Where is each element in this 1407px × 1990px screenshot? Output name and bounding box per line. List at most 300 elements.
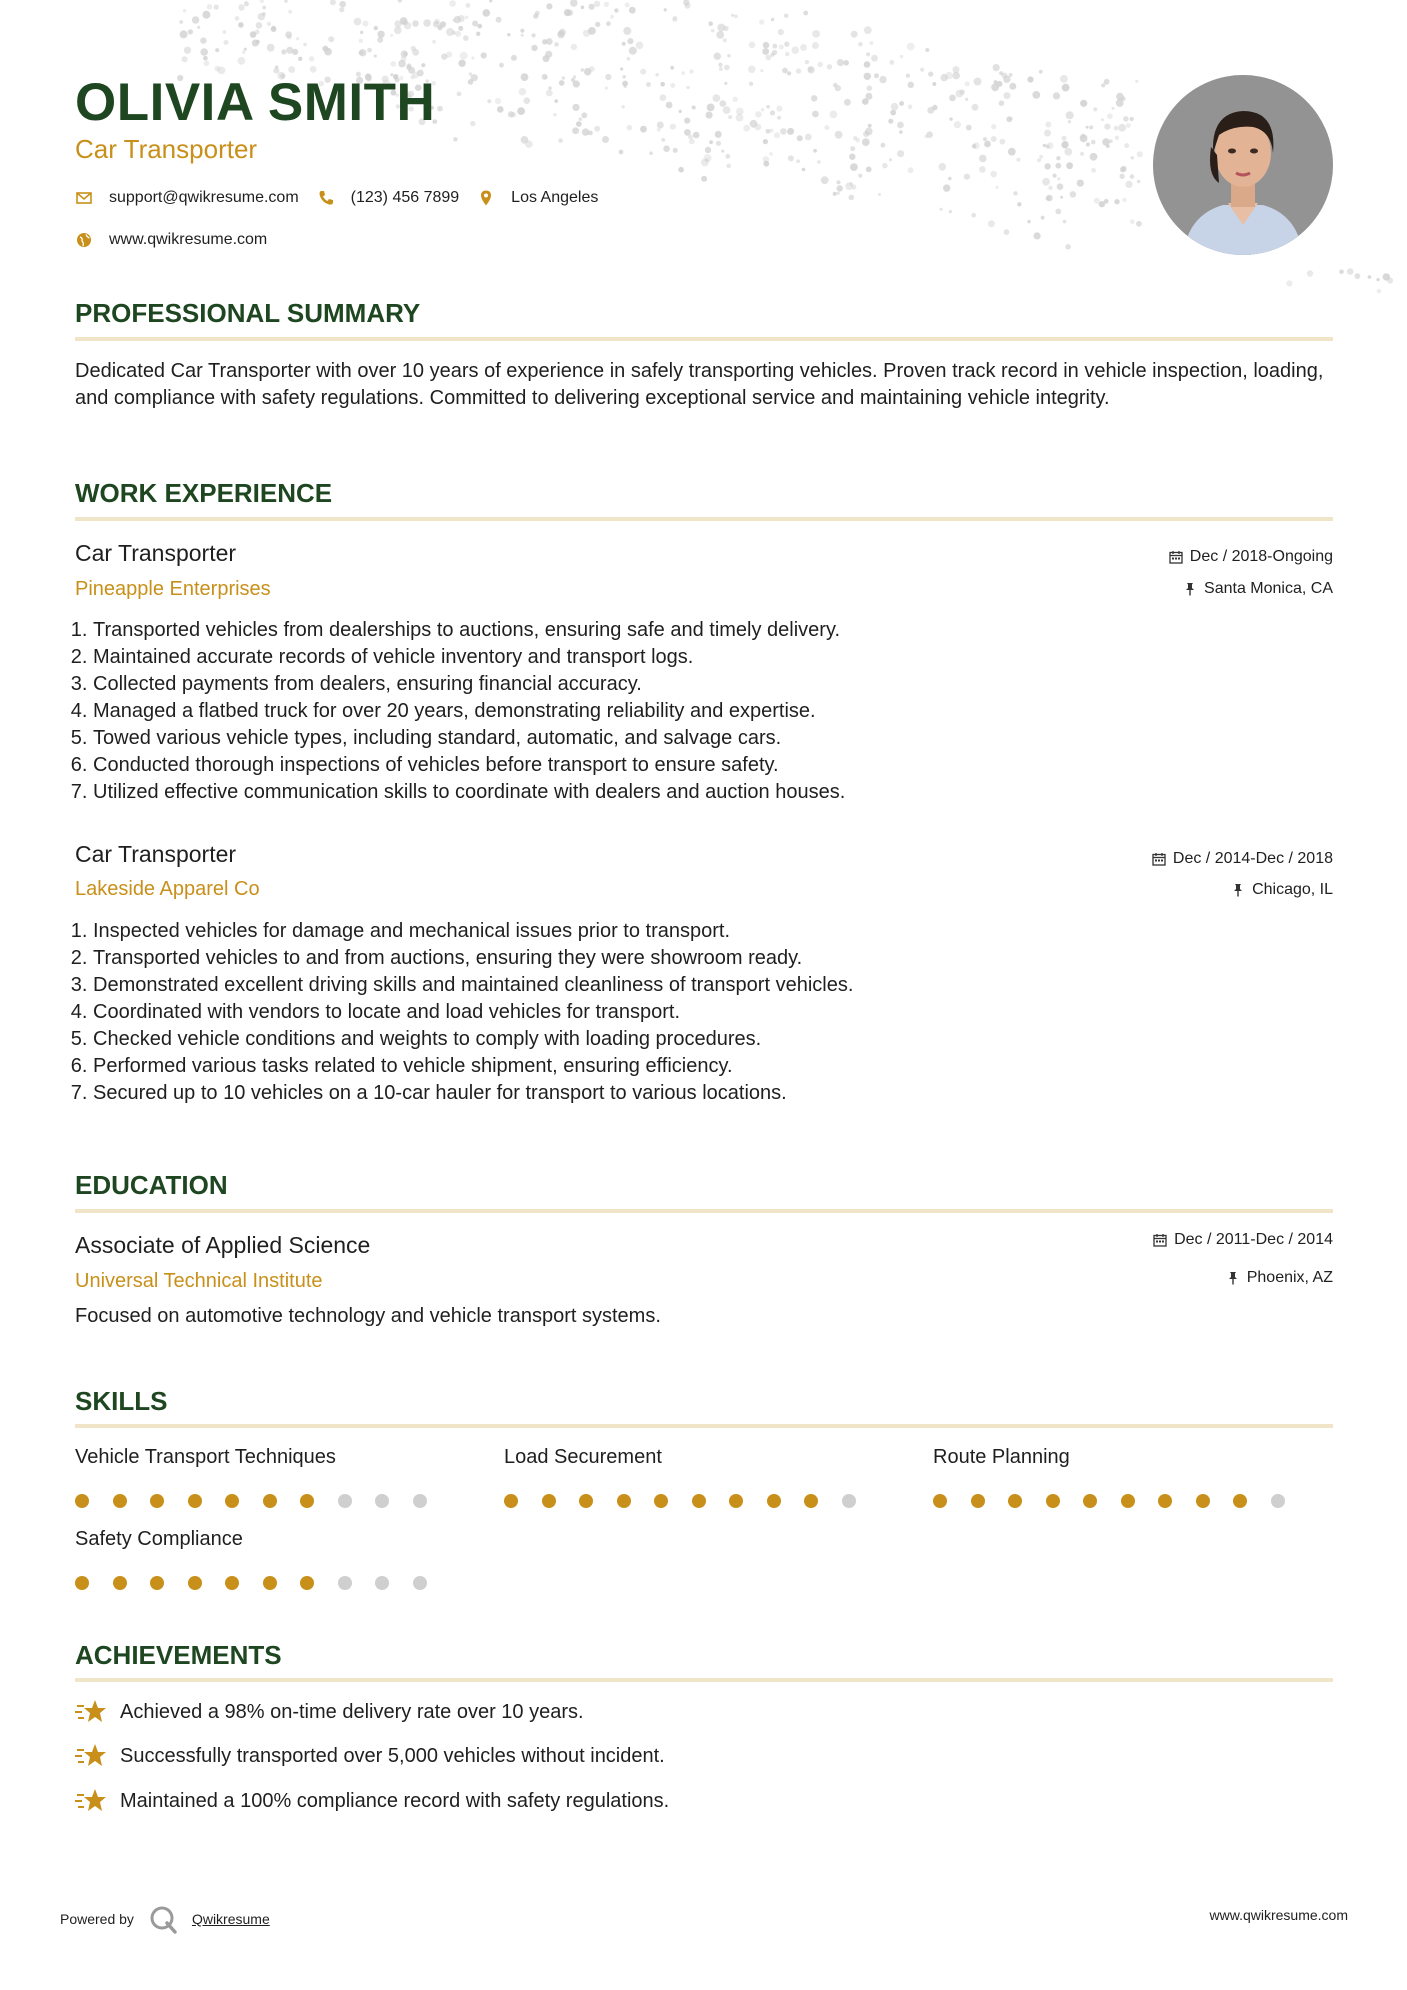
pattern-dot — [1114, 199, 1119, 204]
pattern-dot — [948, 177, 952, 181]
pattern-dot — [899, 130, 903, 134]
pattern-dot — [1013, 191, 1017, 195]
pattern-dot — [453, 137, 457, 141]
pattern-dot — [718, 63, 722, 67]
pattern-dot — [215, 66, 221, 72]
pattern-dot — [1107, 113, 1113, 119]
pattern-dot — [945, 72, 952, 79]
pattern-dot — [594, 1, 600, 7]
pattern-dot — [812, 42, 819, 49]
skill-dot-filled — [1008, 1494, 1022, 1508]
pattern-dot — [1081, 134, 1086, 139]
pattern-dot — [723, 26, 728, 31]
pattern-dot — [714, 53, 721, 60]
pattern-dot — [404, 22, 411, 29]
pattern-dot — [882, 163, 887, 168]
pattern-dot — [554, 99, 558, 103]
qwikresume-logo-icon — [148, 1904, 178, 1934]
footer-powered-by — [60, 1904, 270, 1934]
pattern-dot — [1042, 178, 1050, 186]
pattern-dot — [434, 19, 439, 24]
pattern-dot — [984, 141, 991, 148]
pattern-dot — [252, 40, 259, 47]
pattern-dot — [833, 192, 837, 196]
pattern-dot — [688, 134, 693, 139]
pattern-dot — [1347, 268, 1354, 275]
job-bullet: 7. Utilized effective communication skills to coordinate with dealers and auction houses. — [93, 779, 1333, 806]
pattern-dot — [733, 97, 738, 102]
candidate-role: Car Transporter — [75, 134, 258, 164]
pattern-dot — [1102, 138, 1110, 146]
pattern-dot — [471, 74, 478, 81]
pattern-dot — [649, 151, 653, 155]
pattern-dot — [584, 68, 592, 76]
pattern-dot — [890, 110, 896, 116]
summary-heading: PROFESSIONAL SUMMARY — [75, 298, 421, 328]
degree-title: Associate of Applied Science — [75, 1232, 371, 1258]
pattern-dot — [363, 21, 369, 27]
pattern-dot — [812, 30, 820, 38]
pattern-dot — [1061, 141, 1068, 148]
pattern-dot — [906, 74, 910, 78]
pattern-dot — [749, 42, 756, 49]
pattern-dot — [1130, 219, 1135, 224]
pattern-dot — [824, 125, 829, 130]
skill-dot-filled — [1121, 1494, 1135, 1508]
skills-heading: SKILLS — [75, 1386, 168, 1416]
pattern-dot — [716, 141, 721, 146]
job-bullet: 4. Coordinated with vendors to locate and load vehicles for transport. — [93, 999, 1333, 1026]
pattern-dot — [974, 78, 982, 86]
pattern-dot — [721, 150, 724, 153]
pattern-dot — [800, 44, 807, 51]
pattern-dot — [803, 11, 808, 16]
skill-dot-filled — [150, 1576, 164, 1590]
pattern-dot — [605, 74, 611, 80]
pattern-dot — [670, 83, 675, 88]
job-bullet: 2. Maintained accurate records of vehicle inventory and transport logs. — [93, 644, 1333, 671]
pattern-dot — [1057, 177, 1060, 180]
pattern-dot — [862, 138, 870, 146]
skill-dot-filled — [692, 1494, 706, 1508]
pattern-dot — [640, 69, 646, 75]
pattern-dot — [455, 31, 461, 37]
skill-dot-empty — [338, 1494, 352, 1508]
skill-dot-empty — [375, 1494, 389, 1508]
pattern-dot — [813, 149, 817, 153]
pattern-dot — [1057, 183, 1064, 190]
section-divider — [75, 1678, 1333, 1682]
pattern-dot — [267, 44, 275, 52]
skill-name: Load Securement — [504, 1446, 662, 1468]
pattern-dot — [858, 42, 863, 47]
pattern-dot — [736, 114, 744, 122]
pattern-dot — [1070, 191, 1077, 198]
map-pin-icon — [477, 189, 495, 207]
skill-dot-filled — [1046, 1494, 1060, 1508]
pattern-dot — [999, 71, 1003, 75]
pattern-dot — [256, 22, 263, 29]
pattern-dot — [606, 21, 611, 26]
pattern-dot — [489, 0, 492, 3]
pattern-dot — [582, 128, 589, 135]
section-divider — [75, 517, 1333, 521]
pattern-dot — [559, 80, 565, 86]
skill-dot-empty — [413, 1576, 427, 1590]
skill-dot-filled — [1083, 1494, 1097, 1508]
pattern-dot — [770, 110, 775, 115]
pattern-dot — [960, 89, 965, 94]
pattern-dot — [858, 174, 862, 178]
pattern-dot — [771, 18, 775, 22]
pattern-dot — [657, 128, 661, 132]
pattern-dot — [851, 31, 858, 38]
pattern-dot — [928, 72, 933, 77]
pattern-dot — [908, 82, 914, 88]
calendar-icon — [1153, 1233, 1167, 1247]
contact-phone[interactable] — [317, 189, 460, 207]
pattern-dot — [673, 148, 678, 153]
pattern-dot — [394, 27, 402, 35]
pattern-dot — [1037, 158, 1041, 162]
education-heading: EDUCATION — [75, 1170, 228, 1200]
pattern-dot — [367, 48, 372, 53]
pattern-dot — [242, 50, 246, 54]
pattern-dot — [769, 152, 773, 156]
footer-website-link[interactable]: www.qwikresume.com — [1209, 1907, 1348, 1923]
pattern-dot — [571, 78, 575, 82]
pattern-dot — [889, 60, 894, 65]
pattern-dot — [207, 4, 212, 9]
pattern-dot — [755, 111, 761, 117]
skill-dot-filled — [971, 1494, 985, 1508]
pattern-dot — [897, 122, 904, 129]
pattern-dot — [837, 59, 844, 66]
skill-rating — [933, 1494, 1333, 1508]
job-title: Car Transporter — [75, 540, 237, 566]
pattern-dot — [772, 50, 777, 55]
pattern-dot — [763, 139, 768, 144]
pattern-dot — [197, 26, 200, 29]
pattern-dot — [788, 155, 794, 161]
pattern-dot — [864, 61, 871, 68]
skill-dot-filled — [654, 1494, 668, 1508]
pattern-dot — [663, 145, 670, 152]
pattern-dot — [458, 60, 465, 67]
pattern-dot — [1027, 76, 1033, 82]
pattern-dot — [531, 45, 537, 51]
pattern-dot — [432, 40, 436, 44]
pattern-dot — [339, 1, 346, 8]
pattern-dot — [472, 21, 478, 27]
pattern-dot — [689, 69, 693, 73]
job-bullet: 6. Conducted thorough inspections of vehicles before transport to ensure safety. — [93, 752, 1333, 779]
pattern-dot — [972, 144, 977, 149]
pattern-dot — [1121, 166, 1127, 172]
pattern-dot — [621, 105, 624, 108]
pattern-dot — [966, 125, 972, 131]
education-description: Focused on automotive technology and vehicle transport systems. — [75, 1305, 661, 1327]
pattern-dot — [868, 124, 872, 128]
pattern-dot — [546, 38, 553, 45]
pattern-dot — [1009, 83, 1016, 90]
pattern-dot — [787, 128, 794, 135]
pushpin-icon — [1231, 883, 1245, 897]
pattern-dot — [1041, 216, 1045, 220]
pattern-dot — [1016, 158, 1020, 162]
skill-dot-filled — [188, 1494, 202, 1508]
pattern-dot — [554, 42, 559, 47]
job-title: Car Transporter — [75, 841, 237, 867]
pattern-dot — [359, 39, 363, 43]
pattern-dot — [354, 18, 362, 26]
pattern-dot — [1094, 198, 1100, 204]
contact-website[interactable] — [75, 231, 267, 249]
pattern-dot — [850, 146, 855, 151]
pattern-dot — [900, 55, 903, 58]
pattern-dot — [595, 22, 600, 27]
pattern-dot — [546, 3, 552, 9]
section-divider — [75, 1424, 1333, 1428]
pattern-dot — [726, 164, 731, 169]
pattern-dot — [866, 167, 872, 173]
pattern-dot — [670, 66, 674, 70]
pattern-dot — [761, 108, 764, 111]
pattern-dot — [267, 22, 271, 26]
pattern-dot — [507, 33, 510, 36]
pattern-dot — [359, 49, 366, 56]
profile-photo — [1153, 75, 1333, 255]
pattern-dot — [238, 22, 244, 28]
pattern-dot — [546, 90, 553, 97]
pattern-dot — [805, 134, 812, 141]
pattern-dot — [850, 163, 858, 171]
job-bullet: 5. Towed various vehicle types, including standard, automatic, and salvage cars. — [93, 725, 1333, 752]
pattern-dot — [203, 56, 208, 61]
achievement-text: Achieved a 98% on-time delivery rate over 10 years. — [120, 1700, 584, 1723]
pattern-dot — [1080, 100, 1087, 107]
pattern-dot — [1027, 220, 1030, 223]
pattern-dot — [620, 67, 623, 70]
skill-dot-filled — [225, 1576, 239, 1590]
pattern-dot — [727, 54, 730, 57]
pattern-dot — [843, 60, 849, 66]
pattern-dot — [446, 52, 452, 58]
pattern-dot — [1080, 152, 1084, 156]
pattern-dot — [508, 111, 514, 117]
skill-dot-filled — [75, 1576, 89, 1590]
contact-email[interactable] — [75, 189, 299, 207]
skill-rating — [75, 1576, 475, 1590]
pattern-dot — [719, 67, 723, 71]
pattern-dot — [1137, 180, 1140, 183]
skill-dot-filled — [579, 1494, 593, 1508]
pattern-dot — [496, 17, 502, 23]
pattern-dot — [1048, 186, 1052, 190]
job-location-text: Santa Monica, CA — [1204, 580, 1333, 597]
pattern-dot — [835, 85, 841, 91]
pattern-dot — [421, 63, 425, 67]
pattern-dot — [262, 6, 266, 10]
pattern-dot — [625, 3, 630, 8]
pattern-dot — [972, 104, 979, 111]
pattern-dot — [725, 154, 730, 159]
pushpin-icon — [1226, 1271, 1240, 1285]
job-company: Pineapple Enterprises — [75, 578, 271, 600]
pattern-dot — [629, 47, 637, 55]
pattern-dot — [544, 76, 547, 79]
skill-dot-empty — [842, 1494, 856, 1508]
pattern-dot — [646, 82, 651, 87]
pattern-dot — [296, 37, 299, 40]
pattern-dot — [865, 128, 873, 136]
pattern-dot — [855, 138, 860, 143]
pattern-dot — [548, 86, 551, 89]
pattern-dot — [943, 184, 950, 191]
pattern-dot — [817, 160, 821, 164]
pattern-dot — [423, 19, 431, 27]
pattern-dot — [1307, 270, 1313, 276]
pattern-dot — [723, 38, 727, 42]
pattern-dot — [1130, 174, 1135, 179]
pattern-dot — [460, 52, 468, 60]
pattern-dot — [1003, 76, 1010, 83]
pattern-dot — [244, 48, 247, 51]
pattern-dot — [258, 13, 265, 20]
job-bullet: 1. Inspected vehicles for damage and mechanical issues prior to transport. — [93, 918, 1333, 945]
pattern-dot — [953, 66, 960, 73]
pattern-dot — [796, 68, 801, 73]
pattern-dot — [499, 63, 504, 68]
pattern-dot — [709, 140, 713, 144]
pattern-dot — [324, 48, 332, 56]
pattern-dot — [619, 150, 624, 155]
pattern-dot — [899, 101, 904, 106]
skill-dot-filled — [263, 1494, 277, 1508]
job-dates-text: Dec / 2014-Dec / 2018 — [1172, 850, 1333, 867]
pattern-dot — [706, 112, 713, 119]
pattern-dot — [949, 95, 956, 102]
pattern-dot — [1115, 136, 1119, 140]
pattern-dot — [728, 115, 732, 119]
pattern-dot — [477, 24, 482, 29]
pattern-dot — [749, 82, 753, 86]
skill-dot-filled — [225, 1494, 239, 1508]
skill-dot-filled — [1233, 1494, 1247, 1508]
pattern-dot — [932, 82, 936, 86]
pattern-dot — [204, 61, 210, 67]
pattern-dot — [1039, 155, 1043, 159]
pattern-dot — [908, 105, 913, 110]
job-dates — [1169, 548, 1333, 566]
pattern-dot — [723, 106, 731, 114]
pattern-dot — [908, 167, 914, 173]
pattern-dot — [553, 113, 557, 117]
pattern-dot — [836, 180, 840, 184]
pattern-dot — [1068, 120, 1071, 123]
pattern-dot — [1086, 142, 1090, 146]
pattern-dot — [997, 81, 1003, 87]
pattern-dot — [664, 8, 667, 11]
pattern-dot — [463, 35, 469, 41]
skill-item — [933, 1446, 1333, 1508]
pattern-dot — [724, 82, 727, 85]
pattern-dot — [812, 111, 819, 118]
skill-name: Vehicle Transport Techniques — [75, 1446, 336, 1468]
pattern-dot — [374, 54, 377, 57]
pattern-dot — [1032, 91, 1040, 99]
pattern-dot — [285, 31, 292, 38]
pattern-dot — [724, 65, 730, 71]
pattern-dot — [1043, 144, 1046, 147]
pattern-dot — [182, 56, 188, 62]
pattern-dot — [1034, 232, 1041, 239]
pattern-dot — [571, 44, 577, 50]
pattern-dot — [874, 73, 879, 78]
calendar-icon — [1169, 550, 1183, 564]
pattern-dot — [1065, 244, 1071, 250]
qwikresume-link[interactable]: Qwikresume — [191, 1911, 270, 1927]
pattern-dot — [864, 26, 872, 34]
star-award-icon — [75, 1741, 107, 1771]
pattern-dot — [627, 125, 633, 131]
pattern-dot — [303, 43, 307, 47]
pattern-dot — [188, 29, 193, 34]
pattern-dot — [1062, 84, 1070, 92]
pattern-dot — [1118, 124, 1126, 132]
skill-dot-filled — [504, 1494, 518, 1508]
pattern-dot — [995, 186, 998, 189]
job-bullet: 5. Checked vehicle conditions and weights to comply with loading procedures. — [93, 1026, 1333, 1053]
pattern-dot — [713, 94, 721, 102]
pattern-dot — [787, 71, 791, 75]
pattern-dot — [1137, 151, 1143, 157]
pattern-dot — [339, 7, 344, 12]
pattern-dot — [681, 71, 685, 75]
section-divider — [75, 337, 1333, 341]
pattern-dot — [1064, 148, 1072, 156]
pattern-dot — [1136, 221, 1142, 227]
pattern-dot — [1112, 107, 1115, 110]
website-text: www.qwikresume.com — [109, 231, 268, 248]
envelope-icon — [75, 189, 93, 207]
pattern-dot — [1004, 229, 1010, 235]
pattern-dot — [907, 43, 915, 51]
job-location — [1231, 881, 1333, 899]
education-dates — [1153, 1231, 1333, 1249]
pattern-dot — [679, 110, 682, 113]
pattern-dot — [437, 106, 443, 112]
pattern-dot — [983, 137, 987, 141]
pattern-dot — [660, 94, 667, 101]
pattern-dot — [476, 32, 480, 36]
pattern-dot — [862, 98, 869, 105]
pattern-dot — [827, 64, 832, 69]
pattern-dot — [1355, 273, 1361, 279]
pattern-dot — [755, 124, 762, 131]
pattern-dot — [184, 47, 191, 54]
pattern-dot — [830, 111, 838, 119]
pattern-dot — [183, 9, 186, 12]
job-dates — [1152, 850, 1333, 868]
pattern-dot — [497, 106, 504, 113]
powered-by-label: Powered by — [60, 1911, 134, 1927]
pattern-dot — [811, 95, 817, 101]
pattern-dot — [684, 118, 690, 124]
pattern-dot — [670, 124, 676, 130]
pattern-dot — [965, 81, 970, 86]
pattern-dot — [672, 17, 677, 22]
